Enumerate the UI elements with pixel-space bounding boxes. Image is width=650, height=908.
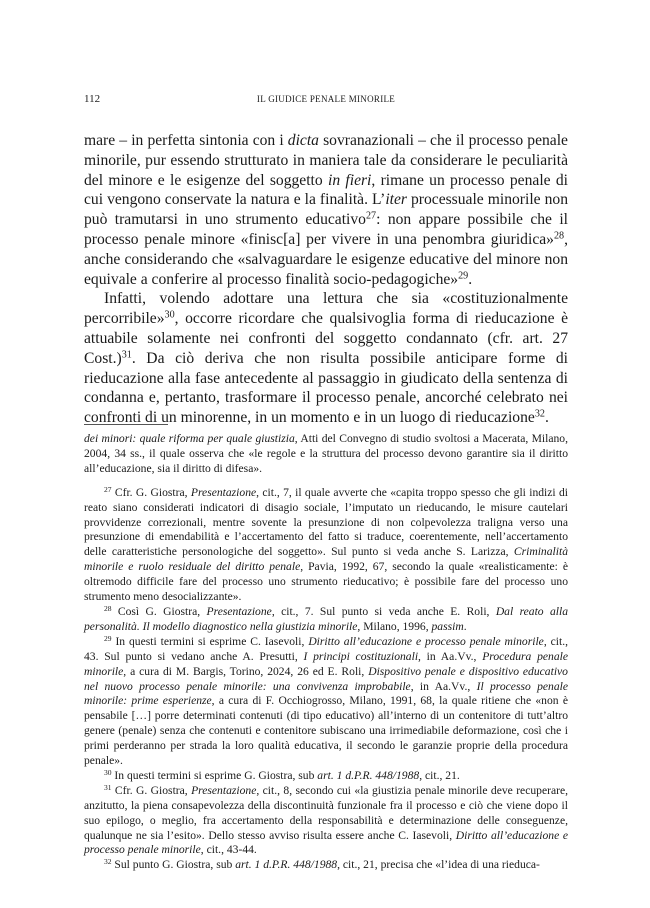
text-run: , Atti del Convegno di studio svoltosi a Macerata, Milano, 2004, 34 ss., il quale osserva che «le regole e la struttura del processo devono garantire sia il diritto all’educazione, sia il diritto di difesa». — [84, 432, 568, 475]
italic-run: dei minori: quale riforma per quale giustizia — [84, 432, 295, 445]
italic-run: Il processo penale minorile: prime esperienze — [84, 679, 568, 708]
italic-run: dicta — [287, 132, 319, 149]
footnote-ref[interactable]: 28 — [553, 230, 565, 242]
text-run: , cit., 8, secondo cui «la giustizia penale minorile deve recuperare, anzitutto, la piena consapevolezza della discontinuità funzionale fra il processo e ciò che viene dopo il suo epilogo, o meglio, fra accertamento della responsabilità e determinazione delle conseguenze, qualunque ne sia l’esito». Dello stesso avviso risulta essere anche C. Iasevoli, — [84, 783, 569, 842]
running-title: IL GIUDICE PENALE MINORILE — [256, 94, 396, 104]
footnote-number: 27 — [104, 484, 112, 494]
text-run: Sul punto G. Giostra, sub — [111, 858, 236, 872]
text-run: , a cura di F. Occhiogrosso, Milano, 1991, 68, la quale ritiene che «non è pensabile […] porre determinati contenuti (di tipo educativo) all’interno di un contenitore di tutt’altro genere (penale) senza che contenuti e contenitore subiscano una irrimediabile deformazione, così che i primi perderanno per strada la loro qualità educativa, il secondo le garanzie proprie della procedura penale». — [84, 694, 568, 768]
text-run: , cit., 21, precisa che «l’idea di una rieduca- — [337, 858, 540, 872]
footnote-number: 28 — [104, 603, 112, 613]
text-run: . — [544, 409, 549, 427]
italic-run: passim — [431, 619, 464, 633]
footnote-29 — [84, 635, 568, 769]
text-run: Cfr. G. Giostra, — [111, 485, 191, 499]
text-run: , in Aa.Vv., — [410, 679, 477, 693]
text-run: Così G. Giostra, — [111, 604, 207, 618]
text-run: , cit., 21. — [419, 768, 460, 782]
text-run: . — [468, 270, 473, 288]
italic-run: in fieri — [327, 171, 372, 189]
italic-run: Diritto all’educazione e processo penale minorile — [308, 634, 544, 648]
text-run: , rimane un processo penale di cui vengono conservate la natura e la finalità. L’ — [84, 171, 568, 209]
footnote-continuation — [84, 432, 568, 477]
footnote-30 — [84, 769, 568, 784]
paragraph — [84, 289, 568, 428]
page-header — [84, 92, 568, 106]
text-run: . Da ciò deriva che non risulta possibile anticipare forme di rieducazione alla fase antecedente al passaggio in giudicato della sentenza di condanna e, pertanto, trasformare il processo penale, ancorché celebrato nei confronti di un minorenne, in un momento e in un luogo di rieducazione — [84, 349, 568, 427]
text-run: , cit., 43. Sul punto si vedano anche A. Presutti, — [84, 634, 569, 663]
footnote-27 — [84, 486, 568, 605]
footnote-number: 31 — [104, 782, 112, 792]
text-run: , cit., 7. Sul punto si veda anche E. Roli, — [271, 604, 496, 618]
footnote-28 — [84, 605, 568, 635]
text-run: In questi termini si esprime G. Giostra, sub — [111, 768, 318, 782]
text-run: : non appare possibile che il processo penale minore «finisc[a] per vivere in una penombra giuridica» — [84, 211, 568, 248]
footnotes — [84, 432, 568, 873]
text-run: , Pavia, 1992, 67, secondo la quale «realisticamente: è oltremodo difficile fare del processo uno strumento rieducativo; è possibile fare del processo uno strumento meno desocializzante». — [84, 560, 568, 604]
italic-run: I principi costituzionali — [303, 649, 419, 663]
text-run: , cit., 7, il quale avverte che «capita troppo spesso che gli indizi di reato siano considerati indicatori di disagio sociale, l’imputato un rieducando, le misure cautelari provvidenze correzionali, mentre sovente la presunzione di non colpevolezza traligna verso una presunzione di emendabilità e l’accertamento del fatto si traduce, coerentemente, nell’accertamento delle caratteristiche personologiche del soggetto». Sul punto si veda anche S. Larizza, — [84, 485, 568, 559]
text-run: . — [463, 619, 467, 633]
italic-run: Presentazione — [191, 783, 257, 797]
footnote-ref[interactable]: 31 — [121, 349, 132, 361]
italic-run: Presentazione — [206, 604, 272, 618]
text-run: Cfr. G. Giostra, — [111, 783, 192, 797]
text-run: processuale minorile non può tramutarsi in uno strumento educativo — [84, 191, 568, 229]
footnote-31 — [84, 784, 568, 859]
footnote-number: 29 — [104, 633, 112, 643]
italic-run: art. 1 d.P.R. 448/1988 — [317, 768, 420, 782]
italic-run: iter — [385, 191, 407, 209]
footnote-separator — [84, 424, 168, 425]
text-run: , occorre ricordare che qualsivoglia forma di rieducazione è attuabile solamente nei confronti del soggetto condannato (cfr. art. 27 Cost.) — [84, 310, 568, 367]
page-number: 112 — [84, 93, 101, 105]
footnote-number: 30 — [104, 767, 112, 777]
italic-run: art. 1 d.P.R. 448/1988 — [235, 858, 338, 872]
italic-run: Procedura penale minorile — [84, 649, 568, 678]
italic-run: Diritto all’educazione e processo penale minorile — [84, 828, 568, 857]
footnote-32 — [84, 858, 568, 873]
text-run: , cit., 43-44. — [200, 843, 257, 857]
italic-run: Criminalità minorile e ruolo residuale del diritto penale — [84, 545, 568, 574]
text-run: In questi termini si esprime C. Iasevoli, — [111, 634, 309, 648]
footnote-ref[interactable]: 29 — [458, 270, 469, 282]
text-run: , in Aa.Vv., — [418, 649, 483, 663]
text-run: , Milano, 1996, — [357, 619, 432, 633]
footnote-ref[interactable]: 32 — [534, 408, 545, 420]
italic-run: Dal reato alla personalità. Il modello diagnostico nella giustizia minorile — [84, 604, 569, 633]
main-text — [84, 131, 568, 428]
text-run: , a cura di M. Bargis, Torino, 2024, 26 ed E. Roli, — [123, 664, 369, 678]
footnote-number: 32 — [104, 857, 112, 867]
paragraph — [84, 131, 568, 289]
text-run: , anche considerando che «salvaguardare le esigenze educative del minore non equivale a conferire al processo finalità socio-pedagogiche» — [84, 230, 568, 288]
italic-run: Presentazione — [190, 485, 257, 499]
italic-run: Dispositivo penale e dispositivo educativo nel nuovo processo penale minorile: una convivenza improbabile — [84, 664, 568, 693]
text-run: mare – in perfetta sintonia con i — [84, 132, 288, 149]
footnote-ref[interactable]: 27 — [365, 210, 377, 222]
text-run: sovranazionali – che il processo penale minorile, pur essendo strutturato in maniera tale da considerare le peculiarità del minore e le esigenze del soggetto — [84, 132, 568, 189]
footnote-ref[interactable]: 30 — [164, 309, 175, 321]
text-run: Infatti, volendo adottare una lettura che sia «costituzionalmente percorribile» — [84, 290, 568, 328]
